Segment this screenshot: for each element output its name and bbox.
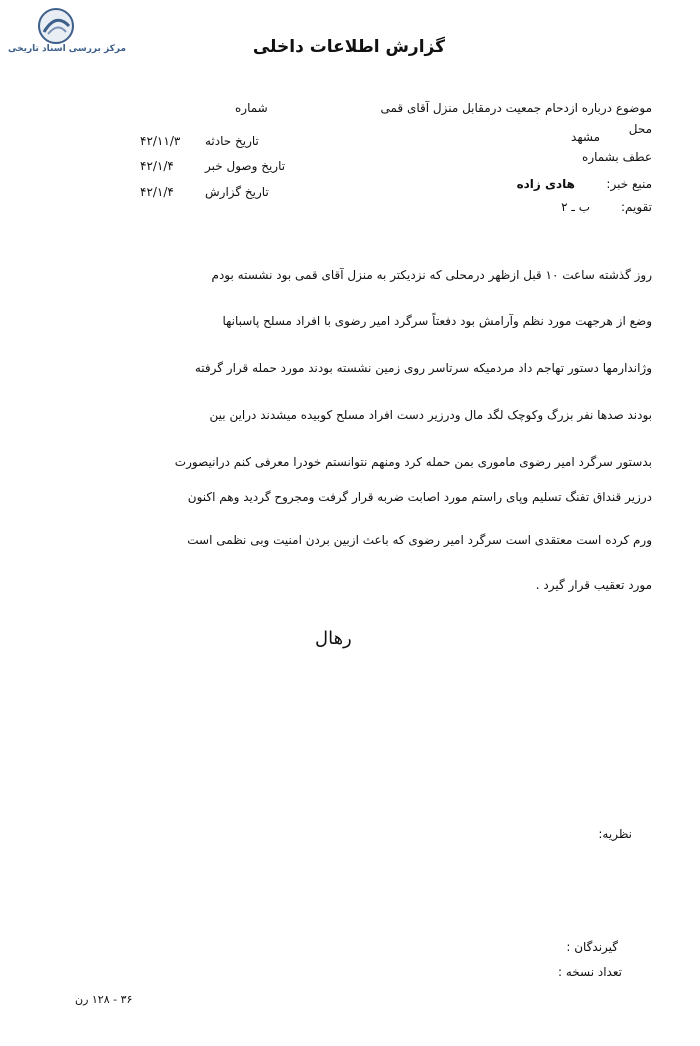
assessment-label: تقویم: xyxy=(621,200,652,214)
report-date-label: تاریخ گزارش xyxy=(205,185,269,199)
document-title: گزارش اطلاعات داخلی xyxy=(252,37,445,57)
number-label: شماره xyxy=(235,101,268,115)
body-line-3: وژاندارمها دستور تهاجم داد مردمیکه سرتاسر روی زمین نشسته بودند مورد حمله قرار گرفته xyxy=(194,361,652,375)
copies-label: تعداد نسخه : xyxy=(557,965,622,979)
signature: رهال xyxy=(315,628,352,649)
incident-date: ۴۲/۱۱/۳ xyxy=(140,134,181,148)
body-line-8: مورد تعقیب قرار گیرد . xyxy=(535,578,652,592)
body-line-4: بودند صدها نفر بزرگ وکوچک لگد مال ودرزیر دست افراد مسلح کوبیده میشدند دراین بین xyxy=(209,408,652,422)
form-code: ۳۶ - ۱۲۸ رن xyxy=(75,993,133,1006)
watermark-caption: مرکز بررسی اسناد تاریخی xyxy=(8,44,127,54)
received-date-label: تاریخ وصول خبر xyxy=(205,159,286,173)
reference-label: عطف بشماره xyxy=(582,150,652,164)
body-line-1: روز گذشته ساعت ۱۰ قبل ازظهر درمحلی که نزدیکتر به منزل آقای قمی بود نشسته بودم xyxy=(211,268,652,282)
location-value: مشهد xyxy=(571,130,600,144)
body-line-7: ورم کرده است معتقدی است سرگرد امیر رضوی که باعث ازبین بردن امنیت وبی نظمی است xyxy=(187,533,652,547)
received-date: ۴۲/۱/۴ xyxy=(140,159,174,173)
body-line-5: بدستور سرگرد امیر رضوی ماموری بمن حمله کرد ومنهم نتوانستم خودرا معرفی کنم درانیصورت xyxy=(174,455,652,469)
report-date: ۴۲/۱/۴ xyxy=(140,185,174,199)
body-line-6: درزیر قنداق تفنگ تسلیم وپای راستم مورد اصابت ضربه قرار گرفت ومجروح گردید وهم اکنون xyxy=(187,490,652,504)
assessment-value: ب ـ ۲ xyxy=(561,200,590,214)
body-line-2: وضع از هرجهت مورد نظم وآرامش بود دفعتاً سرگرد امیر رضوی با افراد مسلح پاسبانها xyxy=(222,314,652,328)
incident-date-label: تاریخ حادثه xyxy=(205,134,259,148)
source-value: هادی زاده xyxy=(516,177,575,191)
source-label: منبع خبر: xyxy=(606,177,652,191)
recipients-label: گیرندگان : xyxy=(566,940,618,954)
opinion-label: نظریه: xyxy=(598,827,632,841)
subject-line: موضوع درباره ازدحام جمعیت درمقابل منزل آقای قمی xyxy=(380,101,652,115)
location-label: محل xyxy=(628,122,652,136)
